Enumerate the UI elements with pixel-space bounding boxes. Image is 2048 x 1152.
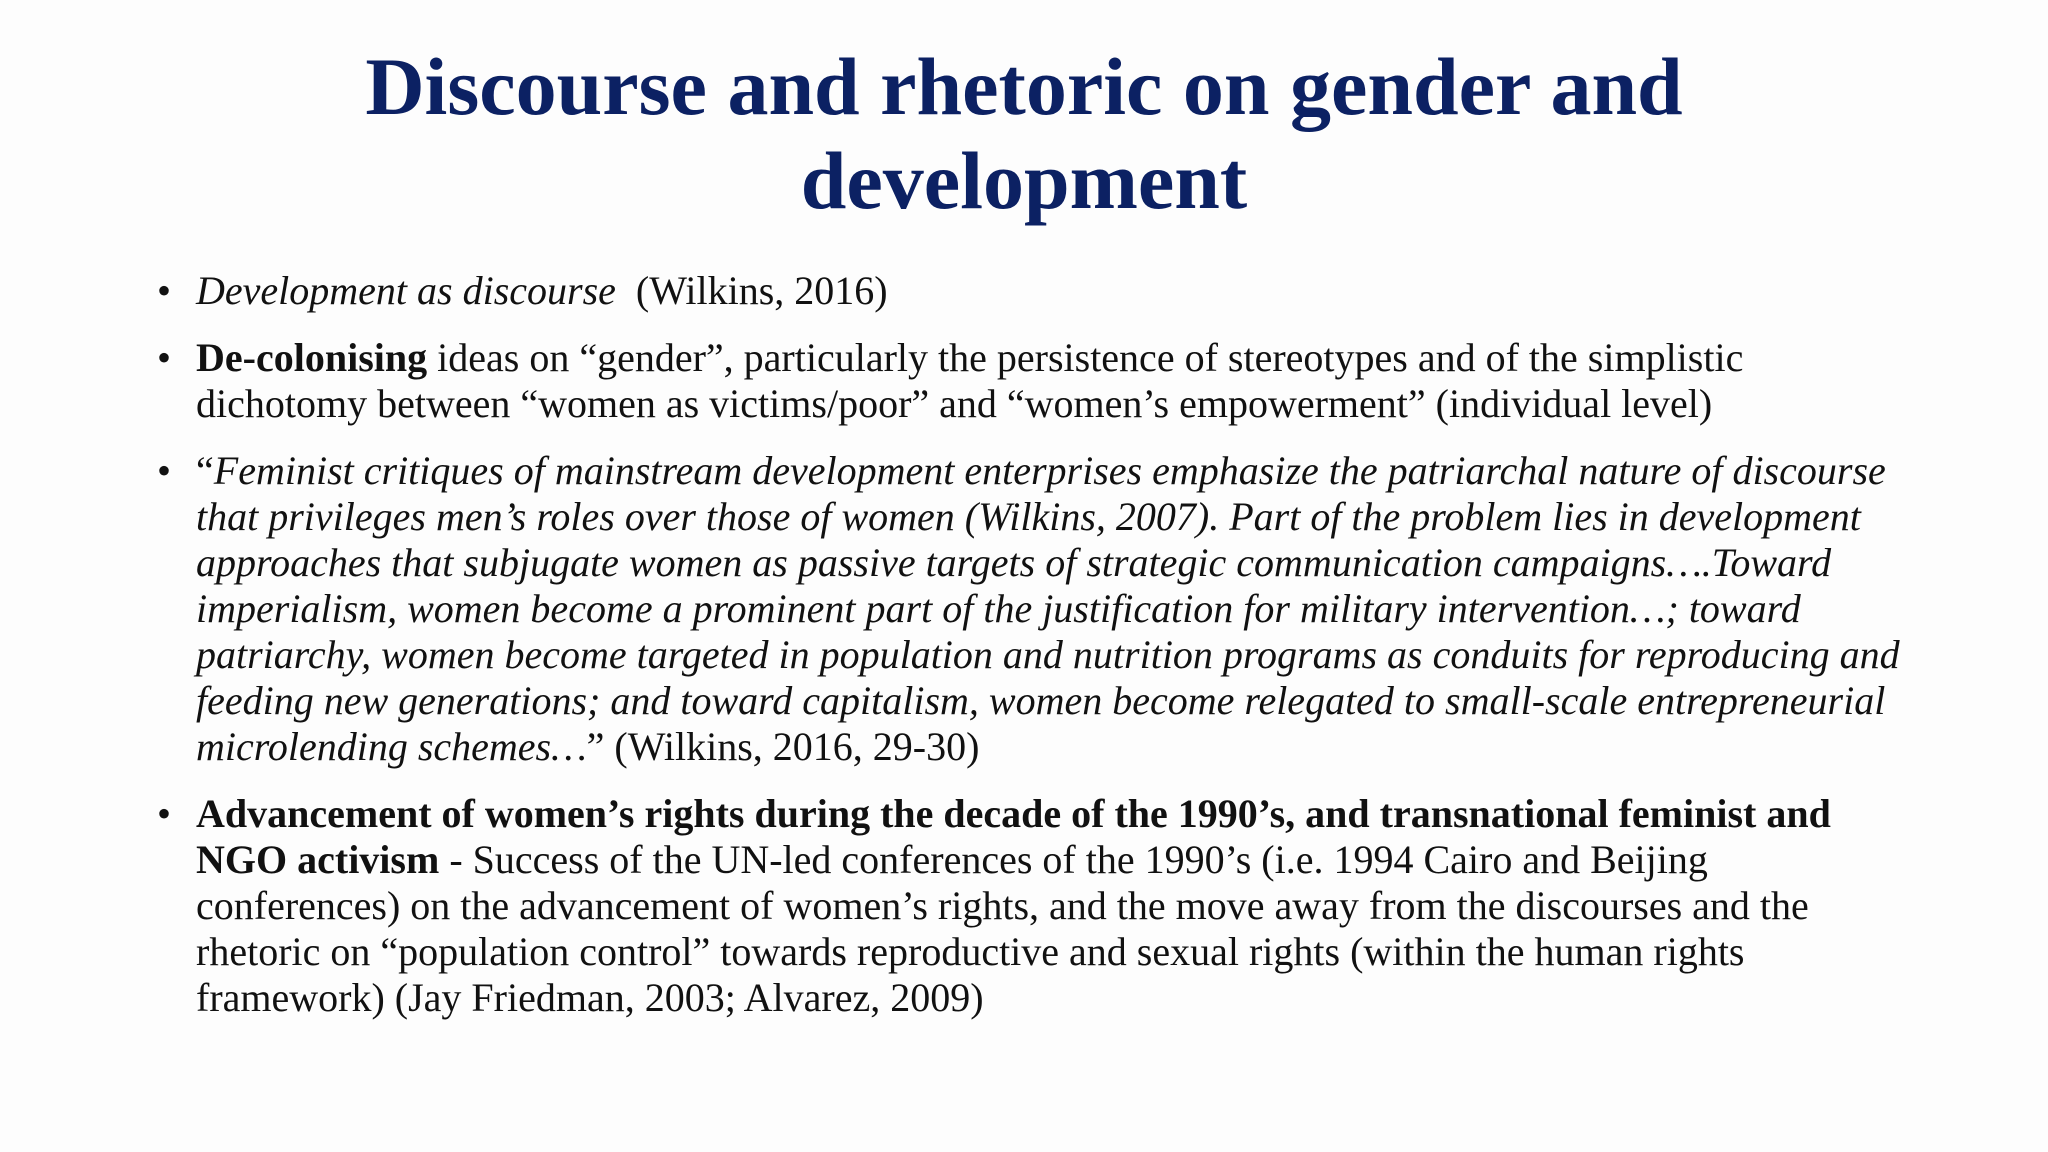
bullet-3-citation: ” (Wilkins, 2016, 29-30)	[586, 724, 980, 769]
bullet-dot-icon: •	[156, 448, 171, 493]
slide-title-line-1: Discourse and rhetoric on gender and	[365, 41, 1683, 132]
bullet-1-citation: (Wilkins, 2016)	[615, 268, 888, 313]
slide-title	[0, 40, 2048, 228]
bullet-4-bold-text: Advancement of women’s rights during the decade of the 1990’s, and transnational feminist and NGO activism	[196, 791, 1831, 882]
bullet-3-italic-quote: Feminist critiques of mainstream development enterprises emphasize the patriarchal nature of discourse that privileges men’s roles over those of women (Wilkins, 2007). Part of the problem lies in development approaches that subjugate women as passive targets of strategic communication campaigns….Toward imperialism, women become a prominent part of the justification for military intervention…; toward patriarchy, women become targeted in population and nutrition programs as conduits for reproducing and feeding new generations; and toward capitalism, women become relegated to small-scale entrepreneurial microlending schemes…	[196, 448, 1900, 769]
bullet-1-italic-text: Development as discourse	[196, 268, 616, 313]
bullet-item-advancement-of-womens-rights	[150, 791, 1910, 1021]
bullet-dot-icon: •	[156, 335, 171, 380]
bullet-2-bold-text: De-colonising	[196, 335, 428, 380]
bullet-item-decolonising	[150, 335, 1910, 427]
slide-title-line-2: development	[800, 135, 1248, 226]
bullet-dot-icon: •	[156, 791, 171, 836]
bullet-item-feminist-critiques-quote	[150, 448, 1910, 770]
bullet-list	[150, 268, 1910, 1042]
bullet-2-text: ideas on “gender”, particularly the persistence of stereotypes and of the simplistic dichotomy between “women as victims/poor” and “women’s empowerment” (individual level)	[196, 335, 1744, 426]
bullet-4-text: - Success of the UN-led conferences of the 1990’s (i.e. 1994 Cairo and Beijing conferences) on the advancement of women’s rights, and the move away from the discourses and the rhetoric on “population control” towards reproductive and sexual rights (within the human rights framework) (Jay Friedman, 2003; Alvarez, 2009)	[196, 837, 1809, 1020]
bullet-3-open-quote: “	[196, 448, 214, 493]
bullet-dot-icon: •	[156, 268, 171, 313]
bullet-item-development-as-discourse	[150, 268, 1910, 314]
